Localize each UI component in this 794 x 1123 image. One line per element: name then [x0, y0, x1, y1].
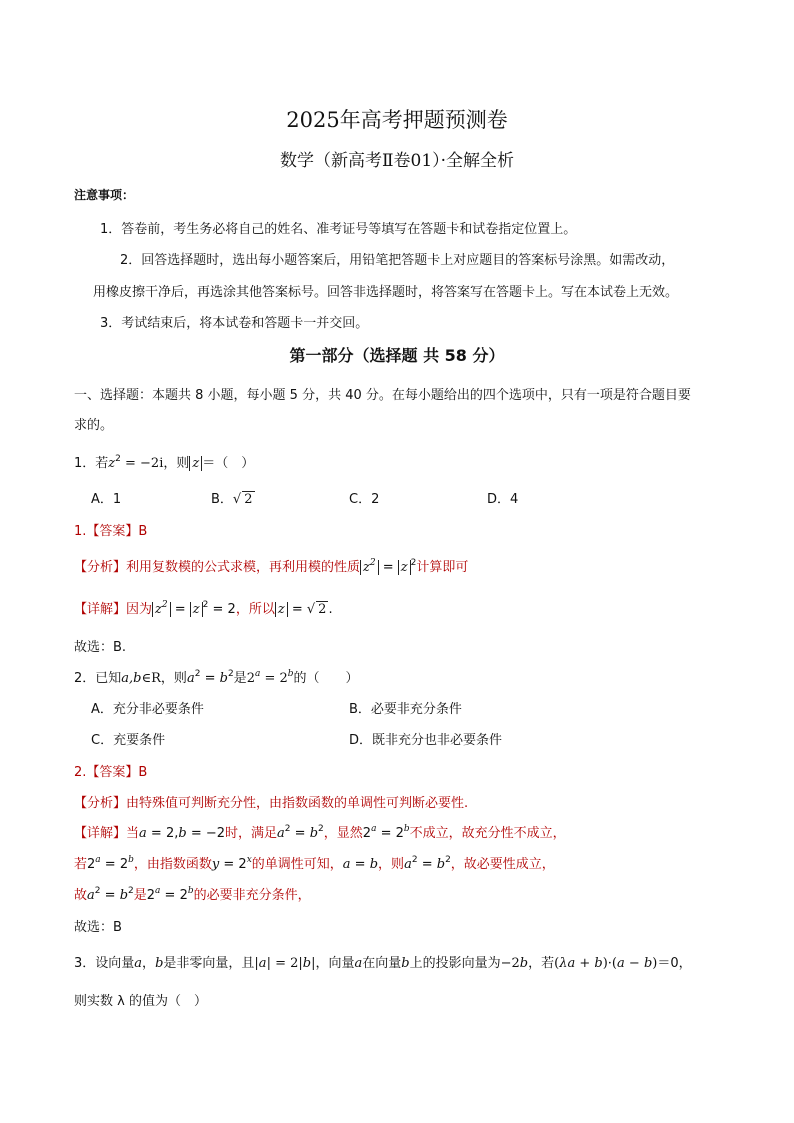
q3-stem-e: 在向量	[362, 956, 402, 971]
page-subtitle: 数学（新高考Ⅱ卷01）·全解全析	[279, 151, 515, 171]
q3-stem-b: ，	[142, 956, 156, 971]
q2-detail-line-2: 若$2^a = 2^b$，由指数函数$y = 2^x$的单调性可知，a = b，则$a^2 = b^2$，故必要性成立，	[74, 855, 555, 872]
notice-item-1: 1．答卷前，考生务必将自己的姓名、准考证号等填写在答题卡和试卷指定位置上。	[100, 222, 577, 237]
q2-detail1-b: 时，满足	[225, 826, 278, 841]
q2-detail2-d: ，则	[378, 857, 405, 872]
q2-detail1-a: 当	[126, 826, 140, 841]
q2-stem: 2．已知a,b∈R，则$a^2 = b^2$是$2^a = 2^b$的（ ）	[74, 669, 359, 686]
q3-num: 3．设向量	[74, 956, 135, 971]
q2-detail2-c: 的单调性可知，	[251, 857, 343, 872]
q2-detail3-b: 是	[133, 888, 147, 903]
q1-detail: 【详解】因为 $z^2 = z$ $^2$ = 2，所以 z = √ 2 .	[74, 600, 333, 617]
q2-detail-line-3: 故$a^2 = b^2$是$2^a = 2^b$的必要非充分条件，	[74, 886, 311, 903]
q2-analysis-text: 由特殊值可判断充分性，由指数函数的单调性可判断必要性.	[126, 796, 469, 811]
q2-detail-tag: 【详解】	[74, 826, 127, 841]
q3-stem-f: 上的投影向量为	[409, 956, 501, 971]
q1-option-c: C．2	[349, 492, 380, 507]
q1-num: 1．若	[74, 456, 109, 471]
q2-option-b: B．必要非充分条件	[349, 702, 462, 717]
q3-stem-g: ，若	[528, 956, 555, 971]
q2-stem-d: 的（ ）	[293, 671, 359, 686]
q2-analysis-tag: 【分析】	[74, 796, 127, 811]
notice-item-2b: 用橡皮擦干净后，再选涂其他答案标号。回答非选择题时，将答案写在答题卡上。写在本试卷上无效。	[93, 285, 679, 300]
notice-item-3: 3．考试结束后，将本试卷和答题卡一并交回。	[100, 316, 369, 331]
q1-stem: 1．若$z^2 = -2i$，则 z ＝（ ）	[74, 454, 255, 471]
q2-detail1-d: 不成立，故充分性不成立，	[409, 826, 566, 841]
part1-instructions-a: 一、选择题：本题共 8 小题，每小题 5 分，共 40 分。在每小题给出的四个选项中，只有一项是符合题目要	[74, 388, 691, 403]
q2-detail3-a: 故	[74, 888, 88, 903]
notice-heading: 注意事项：	[74, 188, 135, 202]
q1-stem-end: ＝（ ）	[202, 456, 255, 471]
q1-detail-tag: 【详解】	[74, 602, 127, 617]
q2-detail2-e: ，故必要性成立，	[450, 857, 555, 872]
q2-detail1-c: ，显然	[323, 826, 363, 841]
q3-stem-c: 是非零向量，且	[163, 956, 255, 971]
part1-heading: 第一部分（选择题 共 58 分）	[289, 346, 505, 365]
q1-option-b-label: B．	[211, 492, 233, 507]
q1-choice: 故选：B.	[74, 640, 127, 655]
q1-detail-b: ，所以	[235, 602, 275, 617]
q1-answer: 1.【答案】B	[74, 524, 148, 539]
q1-option-a: A．1	[91, 492, 122, 507]
q2-detail3-c: 的必要非充分条件，	[193, 888, 311, 903]
q1-analysis-text: 利用复数模的公式求模，再利用模的性质	[126, 560, 361, 575]
q2-stem-b: ，则	[160, 671, 187, 686]
q2-choice: 故选：B	[74, 920, 122, 935]
q2-detail2-b: ，由指数函数	[133, 857, 212, 872]
q1-analysis-tag: 【分析】	[74, 560, 127, 575]
q1-option-d: D．4	[487, 492, 519, 507]
page-title: 2025年高考押题预测卷	[286, 108, 508, 132]
q1-detail-a: 因为	[126, 602, 153, 617]
q2-num: 2．已知	[74, 671, 122, 686]
q3-stem-h: ＝0，	[657, 956, 692, 971]
q2-option-d: D．既非充分也非必要条件	[349, 733, 503, 748]
q2-answer: 2.【答案】B	[74, 765, 148, 780]
q3-stem-d: ，向量	[315, 956, 355, 971]
q2-option-c: C．充要条件	[91, 733, 166, 748]
q2-analysis	[74, 792, 468, 811]
q1-analysis: 【分析】利用复数模的公式求模，再利用模的性质 $z^2 = z$ $^2$计算即可	[74, 558, 469, 575]
q2-option-a: A．充分非必要条件	[91, 702, 204, 717]
q2-detail-line-1: 【详解】当a = 2,b = −2时，满足$a^2 = b^2$，显然$2^a = 2^b$不成立，故充分性不成立，	[74, 824, 566, 841]
part1-instructions-b: 求的。	[74, 418, 114, 433]
q1-option-b: B．√ 2	[211, 492, 253, 507]
q2-stem-c: 是	[233, 671, 247, 686]
q2-detail2-a: 若	[74, 857, 88, 872]
q3-stem-line-2: 则实数 λ 的值为（ ）	[74, 994, 207, 1009]
q3-stem: 3．设向量a，b是非零向量，且|a| = 2|b|，向量a在向量b上的投影向量为−2b，若(λa + b)·(a − b)＝0，	[74, 956, 692, 971]
notice-item-2a: 2．回答选择题时，选出每小题答案后，用铅笔把答题卡上对应题目的答案标号涂黑。如需改动，	[120, 253, 675, 268]
q1-analysis-end: 计算即可	[416, 560, 469, 575]
q1-stem-mid: ，则	[163, 456, 190, 471]
